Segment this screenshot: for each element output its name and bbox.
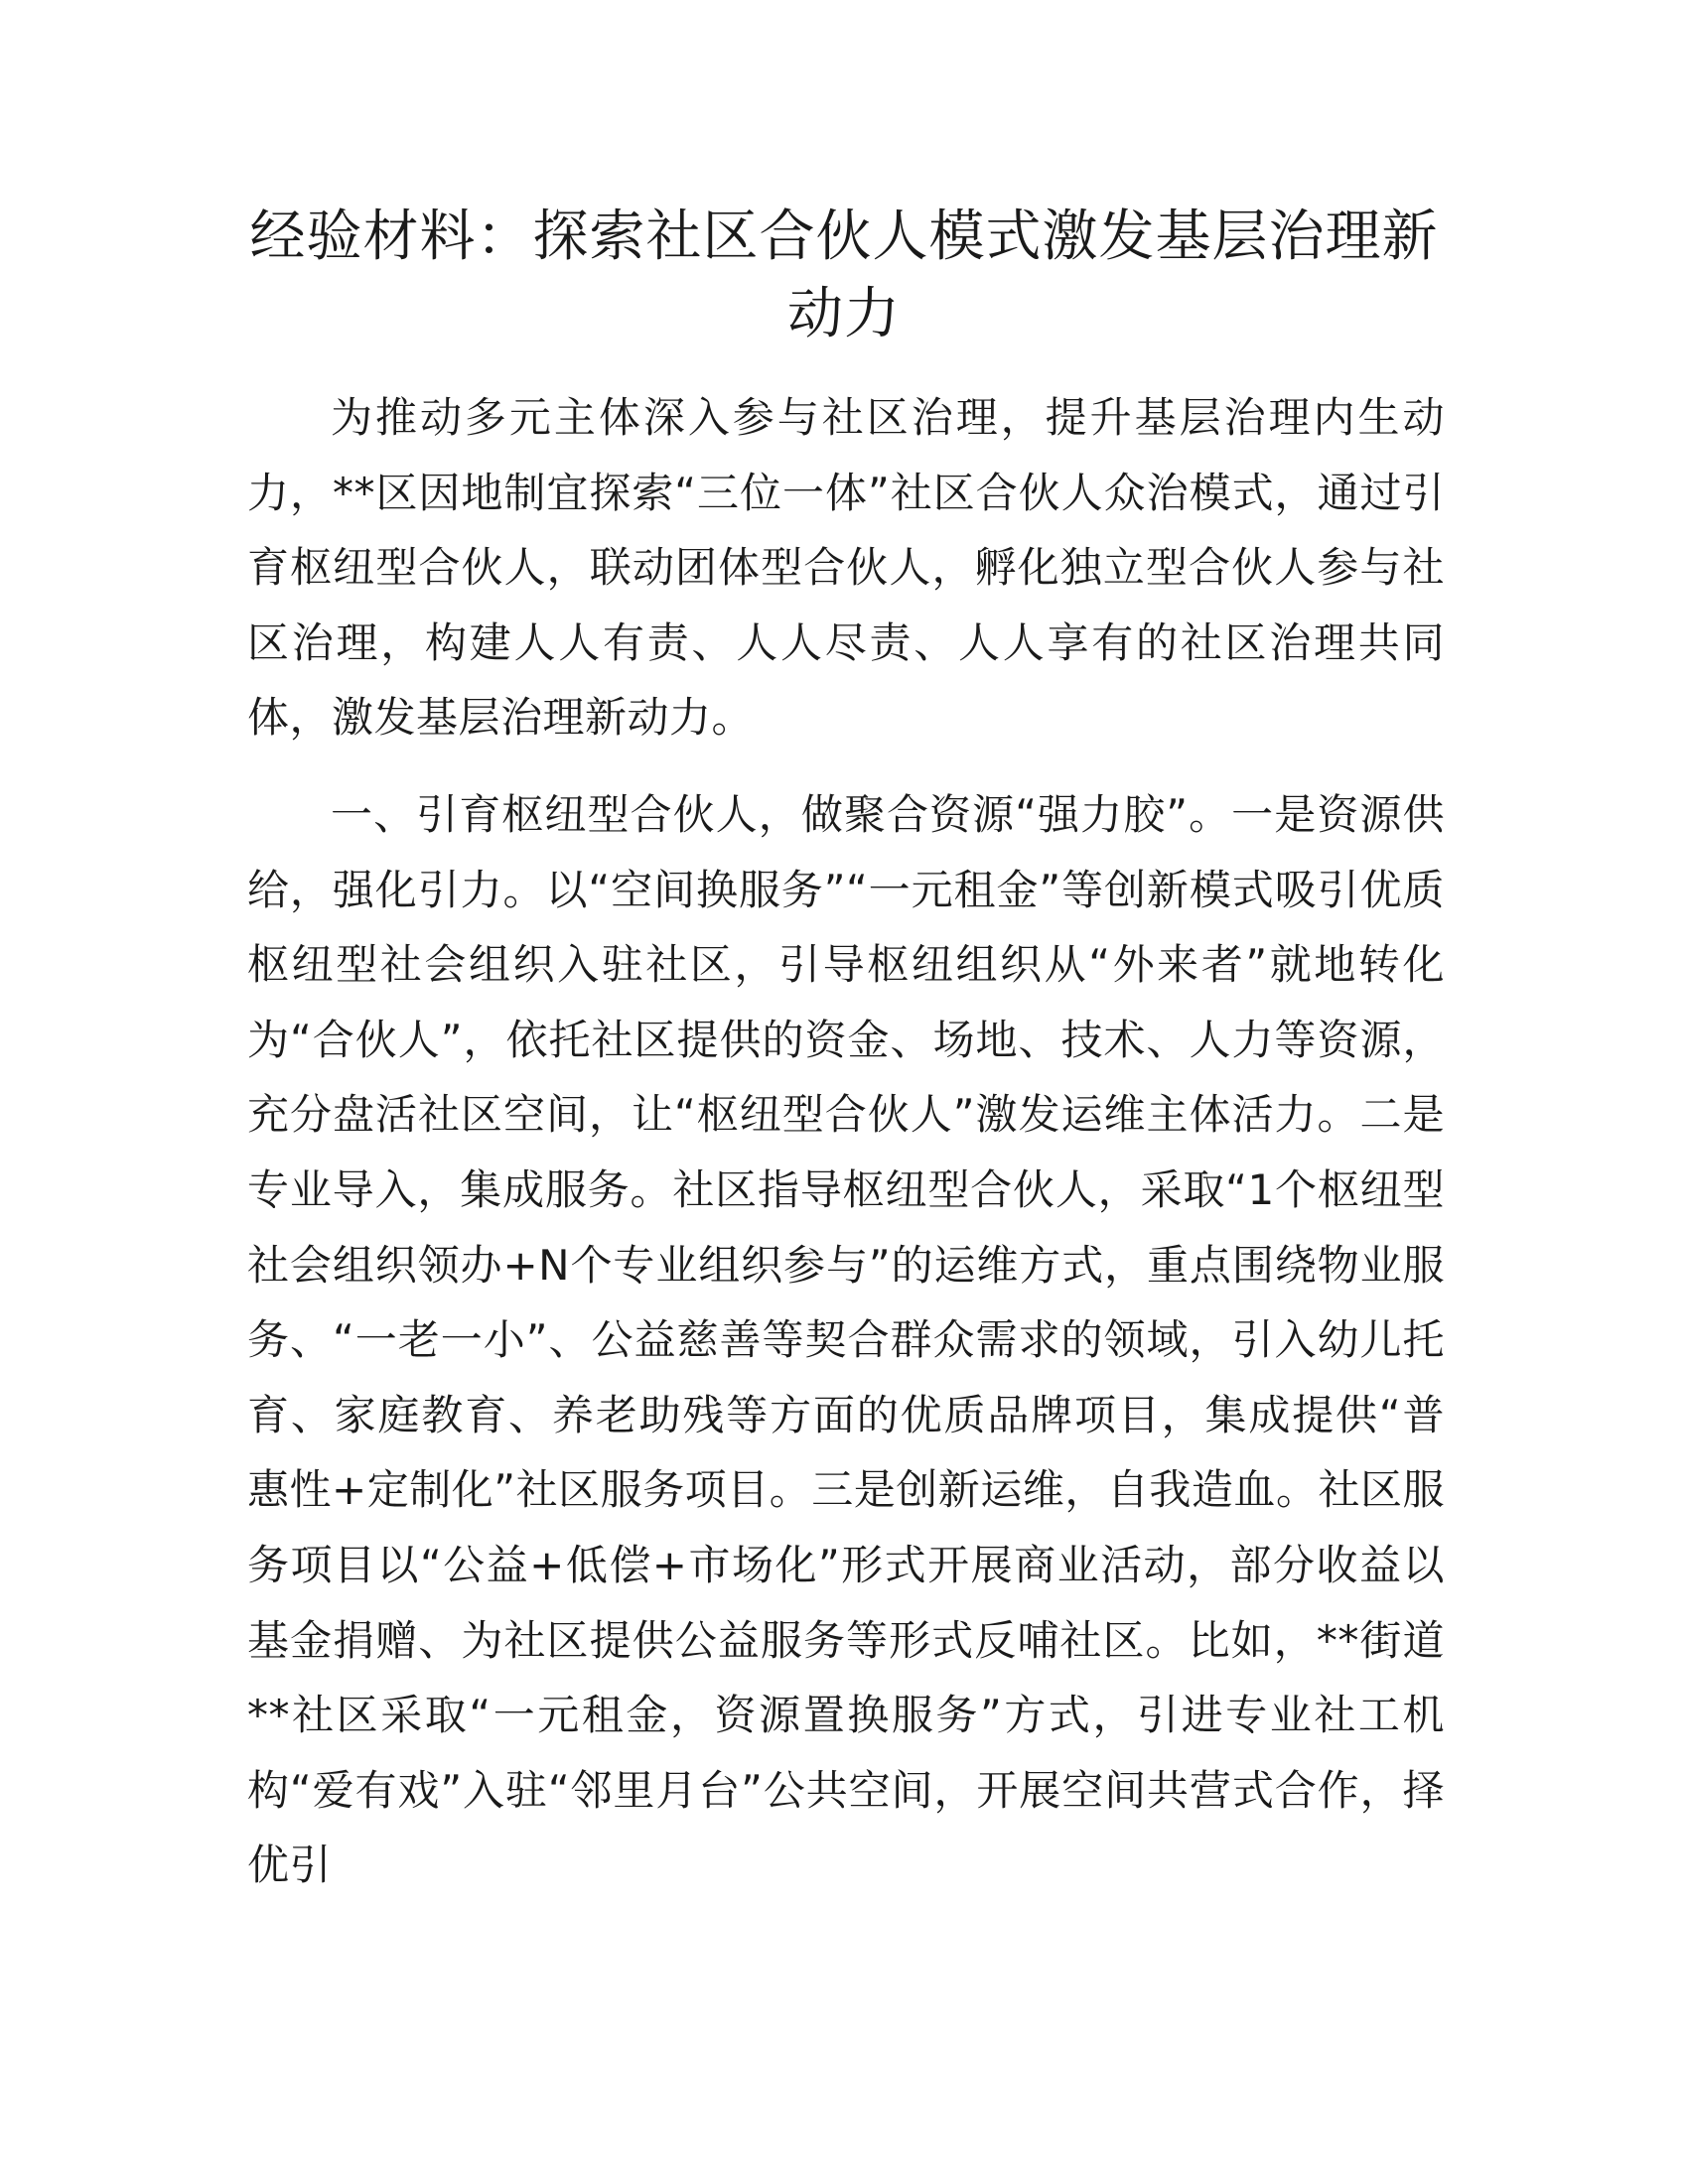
intro-paragraph: 为推动多元主体深入参与社区治理，提升基层治理内生动力，**区因地制宜探索“三位一体”社区合伙人众治模式，通过引育枢纽型合伙人，联动团体型合伙人，孵化独立型合伙人参与社区治理，构建人人有责、人人尽责、人人享有的社区治理共同体，激发基层治理新动力。 [247,393,1445,743]
document-title: 经验材料：探索社区合伙人模式激发基层治理新动力 [249,205,1439,346]
document-body [247,380,1445,1903]
section-one-paragraph: 一、引育枢纽型合伙人，做聚合资源“强力胶”。一是资源供给，强化引力。以“空间换服务”“一元租金”等创新模式吸引优质枢纽型社会组织入驻社区，引导枢纽组织从“外来者”就地转化为“合伙人”，依托社区提供的资金、场地、技术、人力等资源，充分盘活社区空间，让“枢纽型合伙人”激发运维主体活力。二是专业导入，集成服务。社区指导枢纽型合伙人，采取“1个枢纽型社会组织领办+N个专业组织参与”的运维方式，重点围绕物业服务、“一老一小”、公益慈善等契合群众需求的领域，引入幼儿托育、家庭教育、养老助残等方面的优质品牌项目，集成提供“普惠性+定制化”社区服务项目。三是创新运维，自我造血。社区服务项目以“公益+低偿+市场化”形式开展商业活动，部分收益以基金捐赠、为社区提供公益服务等形式反哺社区。比如，**街道**社区采取“一元租金，资源置换服务”方式，引进专业社工机构“爱有戏”入驻“邻里月台”公共空间，开展空间共营式合作，择优引 [247,789,1445,1890]
